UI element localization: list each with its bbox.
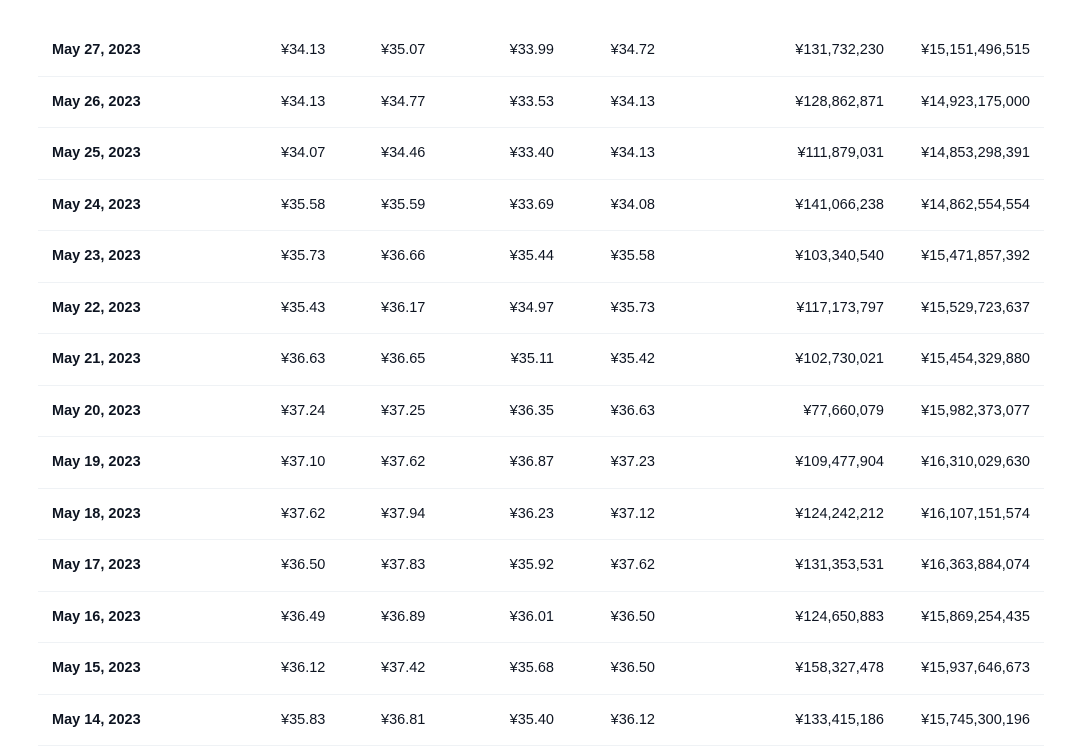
low-cell: ¥33.69 (510, 197, 554, 213)
close-cell: ¥35.73 (611, 300, 655, 316)
date-cell: May 25, 2023 (52, 145, 141, 161)
date-cell: May 23, 2023 (52, 248, 141, 264)
high-cell: ¥37.94 (381, 506, 425, 522)
low-cell: ¥35.68 (510, 660, 554, 676)
volume-cell: ¥117,173,797 (796, 300, 884, 316)
volume-cell: ¥158,327,478 (795, 660, 884, 676)
low-cell: ¥35.44 (510, 248, 554, 264)
close-cell: ¥36.50 (611, 609, 655, 625)
high-cell: ¥36.65 (381, 351, 425, 367)
market-cap-cell: ¥14,923,175,000 (921, 94, 1030, 110)
date-cell: May 24, 2023 (52, 197, 141, 213)
table-row (38, 180, 1044, 232)
date-cell: May 18, 2023 (52, 506, 141, 522)
high-cell: ¥37.83 (381, 557, 425, 573)
low-cell: ¥36.35 (510, 403, 554, 419)
table-row (38, 437, 1044, 489)
open-cell: ¥35.43 (281, 300, 325, 316)
date-cell: May 19, 2023 (52, 454, 141, 470)
high-cell: ¥35.07 (381, 42, 425, 58)
open-cell: ¥37.10 (281, 454, 325, 470)
volume-cell: ¥124,650,883 (795, 609, 884, 625)
market-cap-cell: ¥14,862,554,554 (921, 197, 1030, 213)
historical-data-table (38, 25, 1044, 746)
open-cell: ¥35.83 (281, 712, 325, 728)
date-cell: May 20, 2023 (52, 403, 141, 419)
low-cell: ¥33.40 (510, 145, 554, 161)
low-cell: ¥36.01 (510, 609, 554, 625)
close-cell: ¥34.72 (611, 42, 655, 58)
market-cap-cell: ¥15,745,300,196 (921, 712, 1030, 728)
market-cap-cell: ¥15,471,857,392 (921, 248, 1030, 264)
volume-cell: ¥111,879,031 (797, 145, 884, 161)
market-cap-cell: ¥15,982,373,077 (921, 403, 1030, 419)
open-cell: ¥34.13 (281, 94, 325, 110)
close-cell: ¥34.13 (611, 145, 655, 161)
volume-cell: ¥131,732,230 (795, 42, 884, 58)
market-cap-cell: ¥15,529,723,637 (921, 300, 1030, 316)
close-cell: ¥36.63 (611, 403, 655, 419)
open-cell: ¥37.24 (281, 403, 325, 419)
market-cap-cell: ¥16,310,029,630 (921, 454, 1030, 470)
low-cell: ¥33.53 (510, 94, 554, 110)
open-cell: ¥37.62 (281, 506, 325, 522)
volume-cell: ¥102,730,021 (795, 351, 884, 367)
volume-cell: ¥124,242,212 (795, 506, 884, 522)
low-cell: ¥34.97 (510, 300, 554, 316)
open-cell: ¥36.49 (281, 609, 325, 625)
close-cell: ¥37.12 (611, 506, 655, 522)
open-cell: ¥34.07 (281, 145, 325, 161)
low-cell: ¥36.23 (510, 506, 554, 522)
date-cell: May 22, 2023 (52, 300, 141, 316)
high-cell: ¥37.42 (381, 660, 425, 676)
table-row (38, 77, 1044, 129)
date-cell: May 26, 2023 (52, 94, 141, 110)
volume-cell: ¥103,340,540 (795, 248, 884, 264)
low-cell: ¥35.40 (510, 712, 554, 728)
high-cell: ¥36.17 (381, 300, 425, 316)
table-row (38, 695, 1044, 746)
high-cell: ¥34.46 (381, 145, 425, 161)
close-cell: ¥37.62 (611, 557, 655, 573)
date-cell: May 17, 2023 (52, 557, 141, 573)
date-cell: May 27, 2023 (52, 42, 141, 58)
table-row (38, 643, 1044, 695)
volume-cell: ¥141,066,238 (795, 197, 884, 213)
open-cell: ¥34.13 (281, 42, 325, 58)
table-row (38, 128, 1044, 180)
table-row (38, 283, 1044, 335)
close-cell: ¥34.08 (611, 197, 655, 213)
open-cell: ¥36.12 (281, 660, 325, 676)
close-cell: ¥36.12 (611, 712, 655, 728)
high-cell: ¥36.89 (381, 609, 425, 625)
market-cap-cell: ¥14,853,298,391 (921, 145, 1030, 161)
market-cap-cell: ¥15,151,496,515 (921, 42, 1030, 58)
table-row (38, 489, 1044, 541)
open-cell: ¥36.63 (281, 351, 325, 367)
date-cell: May 16, 2023 (52, 609, 141, 625)
close-cell: ¥35.42 (611, 351, 655, 367)
high-cell: ¥35.59 (381, 197, 425, 213)
date-cell: May 15, 2023 (52, 660, 141, 676)
volume-cell: ¥109,477,904 (795, 454, 884, 470)
volume-cell: ¥131,353,531 (795, 557, 884, 573)
market-cap-cell: ¥15,454,329,880 (921, 351, 1030, 367)
close-cell: ¥35.58 (611, 248, 655, 264)
date-cell: May 14, 2023 (52, 712, 141, 728)
table-row (38, 334, 1044, 386)
close-cell: ¥34.13 (611, 94, 655, 110)
open-cell: ¥35.58 (281, 197, 325, 213)
close-cell: ¥37.23 (611, 454, 655, 470)
low-cell: ¥35.92 (510, 557, 554, 573)
table-row (38, 231, 1044, 283)
table-row (38, 592, 1044, 644)
volume-cell: ¥77,660,079 (803, 403, 884, 419)
table-row (38, 386, 1044, 438)
low-cell: ¥36.87 (510, 454, 554, 470)
high-cell: ¥36.66 (381, 248, 425, 264)
volume-cell: ¥133,415,186 (795, 712, 884, 728)
high-cell: ¥37.62 (381, 454, 425, 470)
table-row (38, 540, 1044, 592)
market-cap-cell: ¥16,107,151,574 (921, 506, 1030, 522)
market-cap-cell: ¥15,869,254,435 (921, 609, 1030, 625)
open-cell: ¥36.50 (281, 557, 325, 573)
high-cell: ¥37.25 (381, 403, 425, 419)
market-cap-cell: ¥16,363,884,074 (921, 557, 1030, 573)
close-cell: ¥36.50 (611, 660, 655, 676)
open-cell: ¥35.73 (281, 248, 325, 264)
low-cell: ¥33.99 (510, 42, 554, 58)
low-cell: ¥35.11 (511, 351, 554, 367)
date-cell: May 21, 2023 (52, 351, 141, 367)
high-cell: ¥36.81 (381, 712, 425, 728)
table-row (38, 25, 1044, 77)
high-cell: ¥34.77 (381, 94, 425, 110)
market-cap-cell: ¥15,937,646,673 (921, 660, 1030, 676)
volume-cell: ¥128,862,871 (795, 94, 884, 110)
